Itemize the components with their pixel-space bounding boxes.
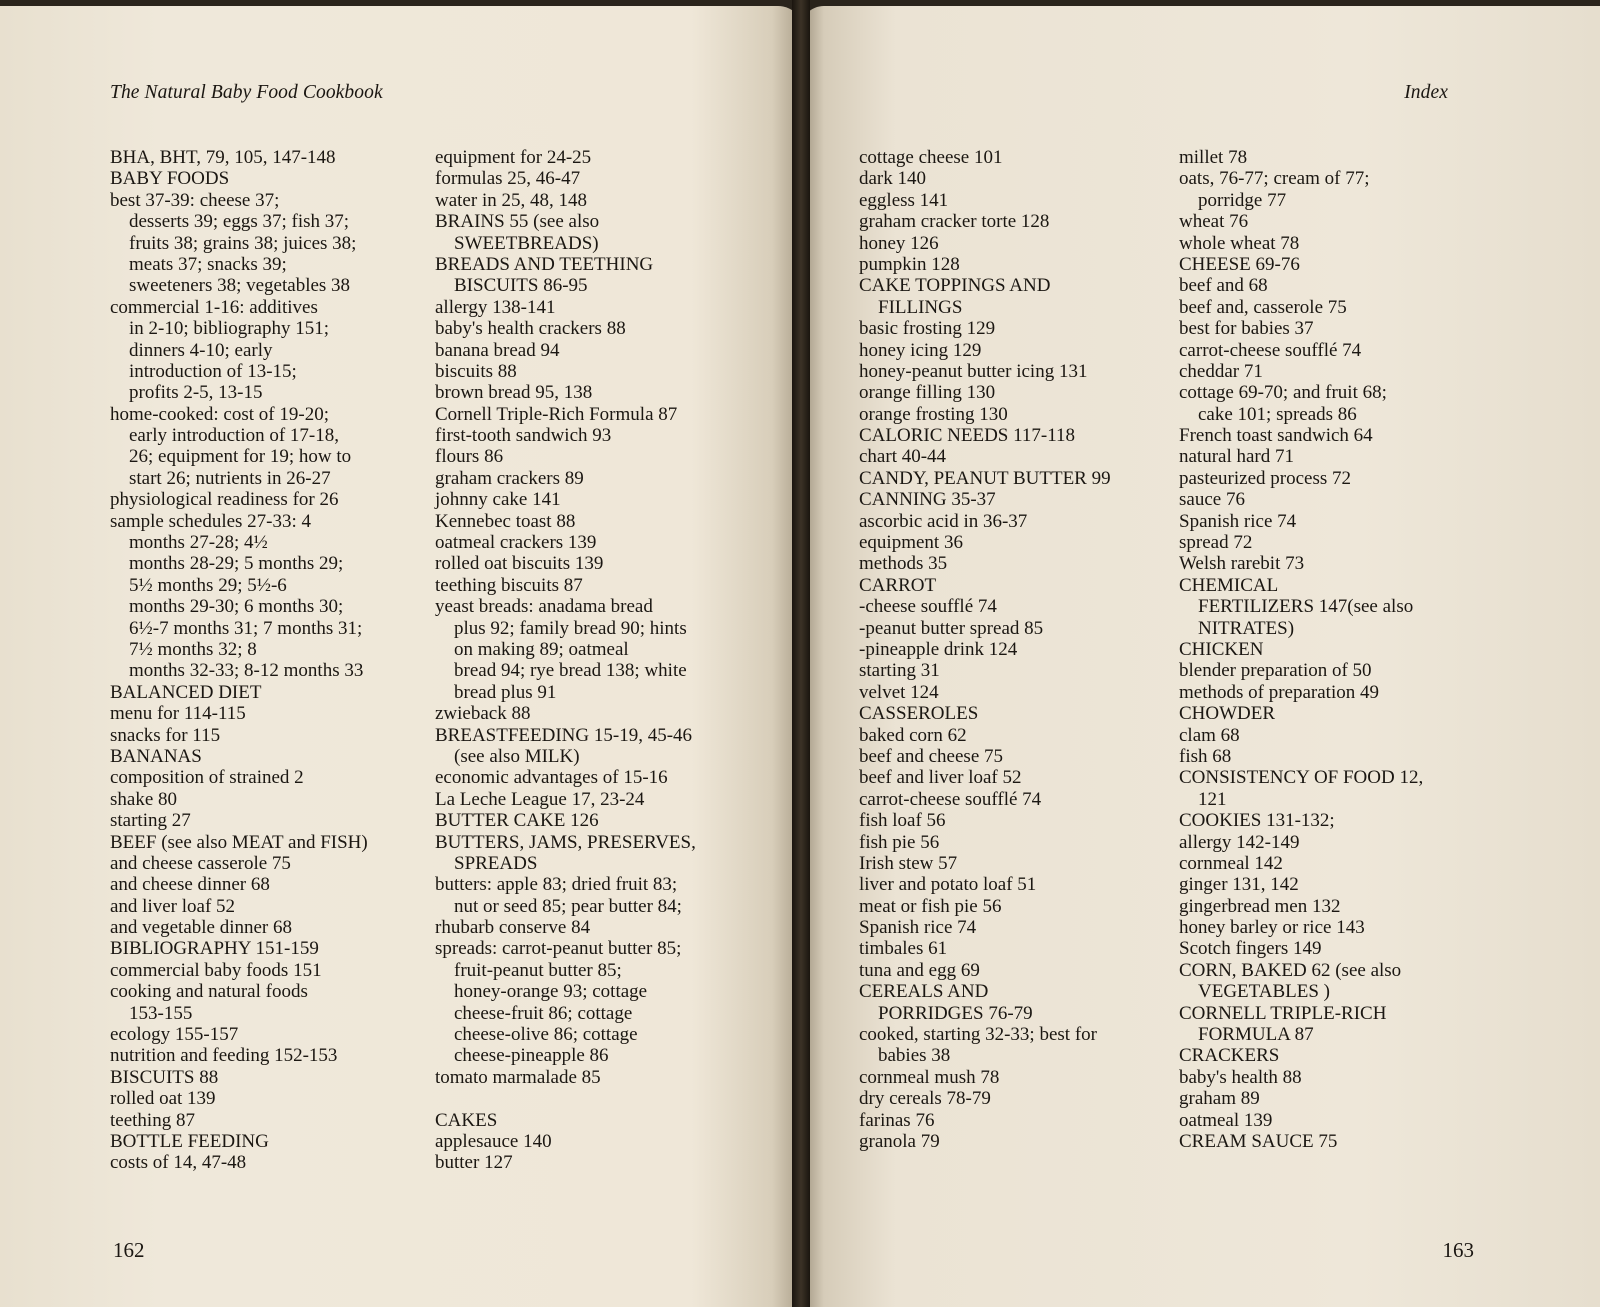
index-entry: velvet 124	[859, 681, 939, 703]
index-entry: tomato marmalade 85	[435, 1066, 601, 1088]
index-entry: economic advantages of 15-16	[435, 767, 668, 789]
index-entry: BREASTFEEDING 15-19, 45-46	[435, 724, 693, 746]
index-entry: costs of 14, 47-48	[110, 1152, 247, 1174]
index-column-2	[435, 147, 696, 1174]
index-entry: dinners 4-10; early	[129, 339, 273, 361]
index-entry: CANNING 35-37	[859, 489, 996, 511]
index-entry: French toast sandwich 64	[1179, 425, 1373, 447]
index-entry: oats, 76-77; cream of 77;	[1179, 168, 1370, 190]
index-entry: BANANAS	[110, 745, 202, 767]
index-entry: natural hard 71	[1179, 446, 1295, 468]
index-entry: physiological readiness for 26	[110, 489, 339, 511]
index-entry: cheddar 71	[1179, 360, 1263, 382]
index-column-3	[859, 147, 1111, 1152]
index-entry: allergy 142-149	[1179, 831, 1300, 853]
index-entry: early introduction of 17-18,	[129, 425, 340, 447]
index-entry: farinas 76	[859, 1109, 935, 1131]
index-entry: BIBLIOGRAPHY 151-159	[110, 938, 319, 960]
index-entry: BISCUITS 86-95	[454, 275, 588, 297]
index-entry: pasteurized process 72	[1179, 467, 1351, 489]
index-entry: formulas 25, 46-47	[435, 168, 581, 190]
index-entry: home-cooked: cost of 19-20;	[110, 403, 329, 425]
index-entry: 121	[1198, 788, 1227, 810]
index-entry: Kennebec toast 88	[435, 510, 576, 532]
index-entry: beef and liver loaf 52	[859, 767, 1022, 789]
index-entry: basic frosting 129	[859, 318, 996, 340]
index-entry: babies 38	[878, 1045, 951, 1067]
index-entry: CHEMICAL	[1179, 574, 1279, 596]
index-entry: tuna and egg 69	[859, 959, 980, 981]
index-entry: CAKE TOPPINGS AND	[859, 275, 1051, 297]
index-entry: start 26; nutrients in 26-27	[129, 467, 331, 489]
index-entry: (see also MILK)	[454, 745, 580, 767]
index-entry: FERTILIZERS 147(see also	[1198, 596, 1414, 618]
index-entry: and liver loaf 52	[110, 895, 236, 917]
index-entry: chart 40-44	[859, 446, 947, 468]
index-entry: equipment for 24-25	[435, 147, 592, 168]
index-entry: cottage cheese 101	[859, 147, 1003, 168]
index-entry: CASSEROLES	[859, 703, 979, 725]
index-entry: allergy 138-141	[435, 296, 556, 318]
index-entry: CALORIC NEEDS 117-118	[859, 425, 1076, 447]
index-column-4	[1179, 147, 1423, 1152]
index-entry: commercial baby foods 151	[110, 959, 322, 981]
index-entry: graham crackers 89	[435, 467, 584, 489]
index-entry: fruits 38; grains 38; juices 38;	[129, 232, 357, 254]
index-entry: rhubarb conserve 84	[435, 917, 591, 939]
index-entry: SPREADS	[454, 852, 538, 874]
index-entry: butters: apple 83; dried fruit 83;	[435, 874, 678, 896]
index-entry: BUTTER CAKE 126	[435, 810, 599, 832]
index-entry: cornmeal mush 78	[859, 1066, 1000, 1088]
index-entry: 26; equipment for 19; how to	[129, 446, 352, 468]
index-entry: Irish stew 57	[859, 852, 958, 874]
index-entry: Welsh rarebit 73	[1179, 553, 1305, 575]
index-entry: carrot-cheese soufflé 74	[1179, 339, 1362, 361]
index-entry: butter 127	[435, 1152, 513, 1174]
page-number-right: 163	[1442, 1238, 1474, 1262]
index-entry: nut or seed 85; pear butter 84;	[454, 895, 682, 917]
index-entry: honey-orange 93; cottage	[454, 981, 648, 1003]
index-entry: Spanish rice 74	[859, 917, 977, 939]
blank-line	[435, 1088, 696, 1109]
index-entry: rolled oat 139	[110, 1088, 216, 1110]
index-entry: 5½ months 29; 5½-6	[129, 574, 287, 596]
index-entry: FILLINGS	[878, 296, 963, 318]
index-entry: CORN, BAKED 62 (see also	[1179, 959, 1402, 981]
index-entry: teething biscuits 87	[435, 574, 583, 596]
index-entry: millet 78	[1179, 147, 1248, 168]
index-entry: fish 68	[1179, 745, 1232, 767]
index-entry: NITRATES)	[1198, 617, 1295, 639]
index-entry: months 32-33; 8-12 months 33	[129, 660, 364, 682]
index-entry: CHOWDER	[1179, 703, 1276, 725]
index-entry: VEGETABLES )	[1198, 981, 1330, 1003]
index-entry: SWEETBREADS)	[454, 232, 599, 254]
index-entry: brown bread 95, 138	[435, 382, 593, 404]
index-entry: pumpkin 128	[859, 253, 960, 275]
index-entry: ecology 155-157	[110, 1024, 239, 1046]
index-entry: BEEF (see also MEAT and FISH)	[110, 831, 368, 853]
page-number-left: 162	[113, 1238, 145, 1262]
running-head-right: Index	[1404, 82, 1448, 103]
index-entry: menu for 114-115	[110, 703, 246, 725]
index-entry: 153-155	[129, 1002, 193, 1024]
index-entry: equipment 36	[859, 532, 963, 554]
index-entry: first-tooth sandwich 93	[435, 425, 612, 447]
index-entry: beef and cheese 75	[859, 745, 1004, 767]
index-entry: liver and potato loaf 51	[859, 874, 1037, 896]
index-entry: -cheese soufflé 74	[859, 596, 997, 618]
index-entry: cheese-fruit 86; cottage	[454, 1002, 633, 1024]
index-entry: desserts 39; eggs 37; fish 37;	[129, 211, 350, 233]
index-entry: flours 86	[435, 446, 504, 468]
index-entry: spreads: carrot-peanut butter 85;	[435, 938, 682, 960]
index-entry: months 28-29; 5 months 29;	[129, 553, 344, 575]
index-entry: beef and 68	[1179, 275, 1268, 297]
index-entry: shake 80	[110, 788, 178, 810]
index-entry: applesauce 140	[435, 1130, 552, 1152]
index-column-1	[110, 147, 368, 1174]
index-entry: eggless 141	[859, 189, 949, 211]
book-gutter	[792, 0, 810, 1307]
index-entry: oatmeal 139	[1179, 1109, 1273, 1131]
index-entry: cheese-pineapple 86	[454, 1045, 609, 1067]
index-entry: CREAM SAUCE 75	[1179, 1130, 1338, 1152]
index-entry: plus 92; family bread 90; hints	[454, 617, 687, 639]
index-entry: sauce 76	[1179, 489, 1245, 511]
index-entry: cooking and natural foods	[110, 981, 308, 1003]
index-entry: ginger 131, 142	[1179, 874, 1299, 896]
index-entry: baked corn 62	[859, 724, 967, 746]
index-entry: Scotch fingers 149	[1179, 938, 1322, 960]
index-entry: in 2-10; bibliography 151;	[129, 318, 330, 340]
index-entry: cheese-olive 86; cottage	[454, 1024, 638, 1046]
index-entry: Cornell Triple-Rich Formula 87	[435, 403, 678, 425]
index-entry: meat or fish pie 56	[859, 895, 1002, 917]
index-entry: months 27-28; 4½	[129, 532, 268, 554]
index-entry: CEREALS AND	[859, 981, 989, 1003]
index-entry: beef and, casserole 75	[1179, 296, 1347, 318]
index-entry: orange frosting 130	[859, 403, 1008, 425]
index-entry: fruit-peanut butter 85;	[454, 959, 622, 981]
index-entry: La Leche League 17, 23-24	[435, 788, 645, 810]
index-entry: yeast breads: anadama bread	[435, 596, 653, 618]
index-entry: timbales 61	[859, 938, 948, 960]
index-entry: graham cracker torte 128	[859, 211, 1050, 233]
index-entry: BISCUITS 88	[110, 1066, 219, 1088]
index-entry: starting 31	[859, 660, 940, 682]
index-entry: BUTTERS, JAMS, PRESERVES,	[435, 831, 696, 853]
index-entry: dry cereals 78-79	[859, 1088, 991, 1110]
index-entry: baby's health 88	[1179, 1066, 1302, 1088]
index-entry: fish loaf 56	[859, 810, 946, 832]
index-entry: best for babies 37	[1179, 318, 1314, 340]
index-entry: BOTTLE FEEDING	[110, 1130, 269, 1152]
index-entry: CRACKERS	[1179, 1045, 1280, 1067]
index-entry: rolled oat biscuits 139	[435, 553, 604, 575]
index-entry: sweeteners 38; vegetables 38	[129, 275, 351, 297]
index-entry: carrot-cheese soufflé 74	[859, 788, 1042, 810]
index-entry: and cheese dinner 68	[110, 874, 270, 896]
index-entry: CAKES	[435, 1109, 498, 1131]
index-entry: months 29-30; 6 months 30;	[129, 596, 344, 618]
index-entry: BALANCED DIET	[110, 681, 262, 703]
index-entry: and vegetable dinner 68	[110, 917, 293, 939]
index-entry: best 37-39: cheese 37;	[110, 189, 280, 211]
index-entry: BRAINS 55 (see also	[435, 211, 600, 233]
index-entry: composition of strained 2	[110, 767, 304, 789]
index-entry: BHA, BHT, 79, 105, 147-148	[110, 147, 336, 168]
index-entry: sample schedules 27-33: 4	[110, 510, 312, 532]
index-entry: spread 72	[1179, 532, 1253, 554]
index-entry: commercial 1-16: additives	[110, 296, 318, 318]
index-entry: on making 89; oatmeal	[454, 638, 629, 660]
index-entry: teething 87	[110, 1109, 195, 1131]
index-entry: CHEESE 69-76	[1179, 253, 1300, 275]
index-entry: baby's health crackers 88	[435, 318, 626, 340]
index-entry: CANDY, PEANUT BUTTER 99	[859, 467, 1111, 489]
index-entry: clam 68	[1179, 724, 1240, 746]
index-entry: cooked, starting 32-33; best for	[859, 1024, 1097, 1046]
index-entry: CARROT	[859, 574, 937, 596]
index-entry: profits 2-5, 13-15	[129, 382, 263, 404]
index-entry: orange filling 130	[859, 382, 996, 404]
index-entry: ascorbic acid in 36-37	[859, 510, 1028, 532]
index-entry: graham 89	[1179, 1088, 1260, 1110]
index-entry: and cheese casserole 75	[110, 852, 291, 874]
index-entry: gingerbread men 132	[1179, 895, 1341, 917]
index-entry: honey barley or rice 143	[1179, 917, 1365, 939]
index-entry: 6½-7 months 31; 7 months 31;	[129, 617, 363, 639]
index-entry: Spanish rice 74	[1179, 510, 1297, 532]
index-entry: whole wheat 78	[1179, 232, 1300, 254]
index-entry: biscuits 88	[435, 360, 517, 382]
index-entry: water in 25, 48, 148	[435, 189, 587, 211]
index-entry: methods of preparation 49	[1179, 681, 1379, 703]
right-page	[800, 6, 1600, 1307]
index-entry: bread plus 91	[454, 681, 557, 703]
index-entry: CORNELL TRIPLE-RICH	[1179, 1002, 1387, 1024]
index-entry: meats 37; snacks 39;	[129, 253, 287, 275]
index-entry: honey icing 129	[859, 339, 982, 361]
index-entry: -peanut butter spread 85	[859, 617, 1044, 639]
index-entry: honey 126	[859, 232, 939, 254]
index-entry: CONSISTENCY OF FOOD 12,	[1179, 767, 1424, 789]
index-entry: blender preparation of 50	[1179, 660, 1372, 682]
index-entry: bread 94; rye bread 138; white	[454, 660, 687, 682]
index-entry: introduction of 13-15;	[129, 360, 297, 382]
index-entry: cake 101; spreads 86	[1198, 403, 1357, 425]
index-entry: cottage 69-70; and fruit 68;	[1179, 382, 1387, 404]
index-entry: CHICKEN	[1179, 638, 1264, 660]
index-entry: COOKIES 131-132;	[1179, 810, 1335, 832]
index-entry: wheat 76	[1179, 211, 1249, 233]
index-entry: nutrition and feeding 152-153	[110, 1045, 338, 1067]
index-entry: porridge 77	[1198, 189, 1287, 211]
index-entry: -pineapple drink 124	[859, 638, 1018, 660]
index-entry: PORRIDGES 76-79	[878, 1002, 1033, 1024]
left-page	[0, 6, 804, 1307]
index-entry: BREADS AND TEETHING	[435, 253, 654, 275]
index-entry: FORMULA 87	[1198, 1024, 1314, 1046]
index-entry: cornmeal 142	[1179, 852, 1283, 874]
index-entry: methods 35	[859, 553, 948, 575]
index-entry: BABY FOODS	[110, 168, 230, 190]
index-entry: johnny cake 141	[435, 489, 561, 511]
index-entry: oatmeal crackers 139	[435, 532, 597, 554]
index-entry: granola 79	[859, 1130, 940, 1152]
index-entry: dark 140	[859, 168, 927, 190]
index-entry: snacks for 115	[110, 724, 221, 746]
index-entry: starting 27	[110, 810, 191, 832]
running-head-left: The Natural Baby Food Cookbook	[110, 82, 383, 103]
index-entry: 7½ months 32; 8	[129, 638, 257, 660]
index-entry: honey-peanut butter icing 131	[859, 360, 1088, 382]
index-entry: zwieback 88	[435, 703, 531, 725]
index-entry: banana bread 94	[435, 339, 560, 361]
index-entry: fish pie 56	[859, 831, 940, 853]
